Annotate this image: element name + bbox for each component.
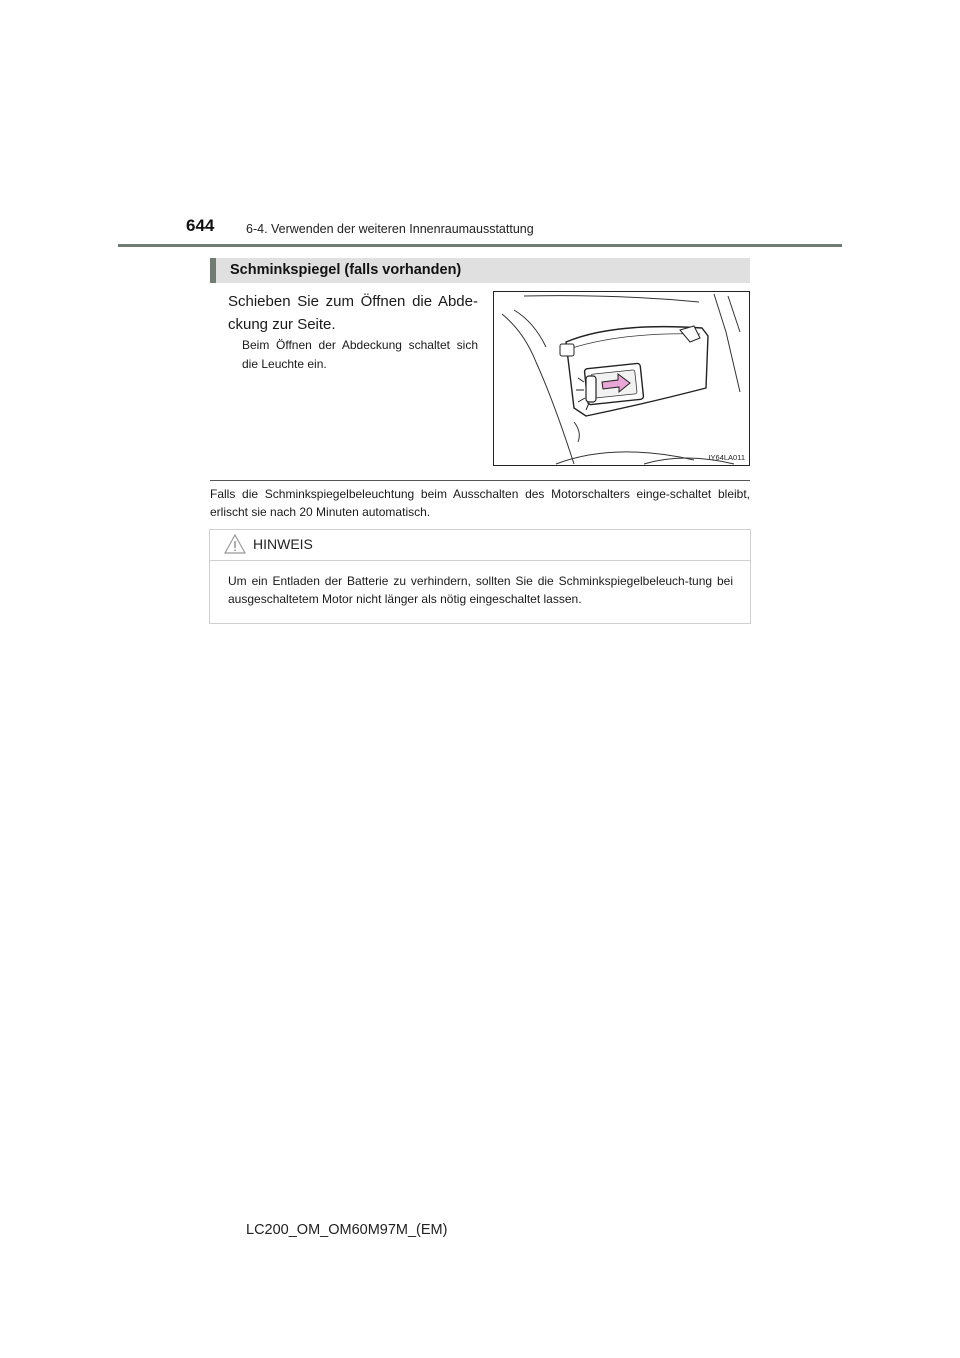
instruction-step: Schieben Sie zum Öffnen die Abde-ckung zur Seite.: [228, 293, 478, 333]
notice-title: HINWEIS: [253, 536, 313, 552]
page-number: 644: [186, 216, 215, 235]
header-rule: [118, 244, 842, 247]
instruction-detail: Beim Öffnen der Abdeckung schaltet sich die Leuchte ein.: [242, 338, 478, 371]
document-id: LC200_OM_OM60M97M_(EM): [246, 1222, 448, 1238]
figure-code: IY64LA011: [708, 453, 745, 462]
section-heading-bar: [210, 258, 750, 283]
notice-header: [210, 530, 750, 561]
info-note: Falls die Schminkspiegelbeleuchtung beim Ausschalten des Motorschalters einge-schaltet bleibt, erlischt sie nach 20 Minuten automatisch.: [210, 487, 750, 519]
warning-triangle-icon: [224, 534, 246, 554]
notice-body: Um ein Entladen der Batterie zu verhindern, sollten Sie die Schminkspiegelbeleuch-tung bei ausgeschaltetem Motor nicht länger als nötig eingeschaltet lassen.: [228, 574, 733, 606]
sun-visor-drawing: [494, 292, 749, 465]
notice-box: [209, 529, 751, 624]
section-divider: [210, 480, 750, 481]
chapter-title: 6-4. Verwenden der weiteren Innenraumausstattung: [246, 222, 534, 236]
section-heading: Schminkspiegel (falls vorhanden): [230, 262, 462, 278]
vanity-mirror-illustration: [493, 291, 750, 466]
